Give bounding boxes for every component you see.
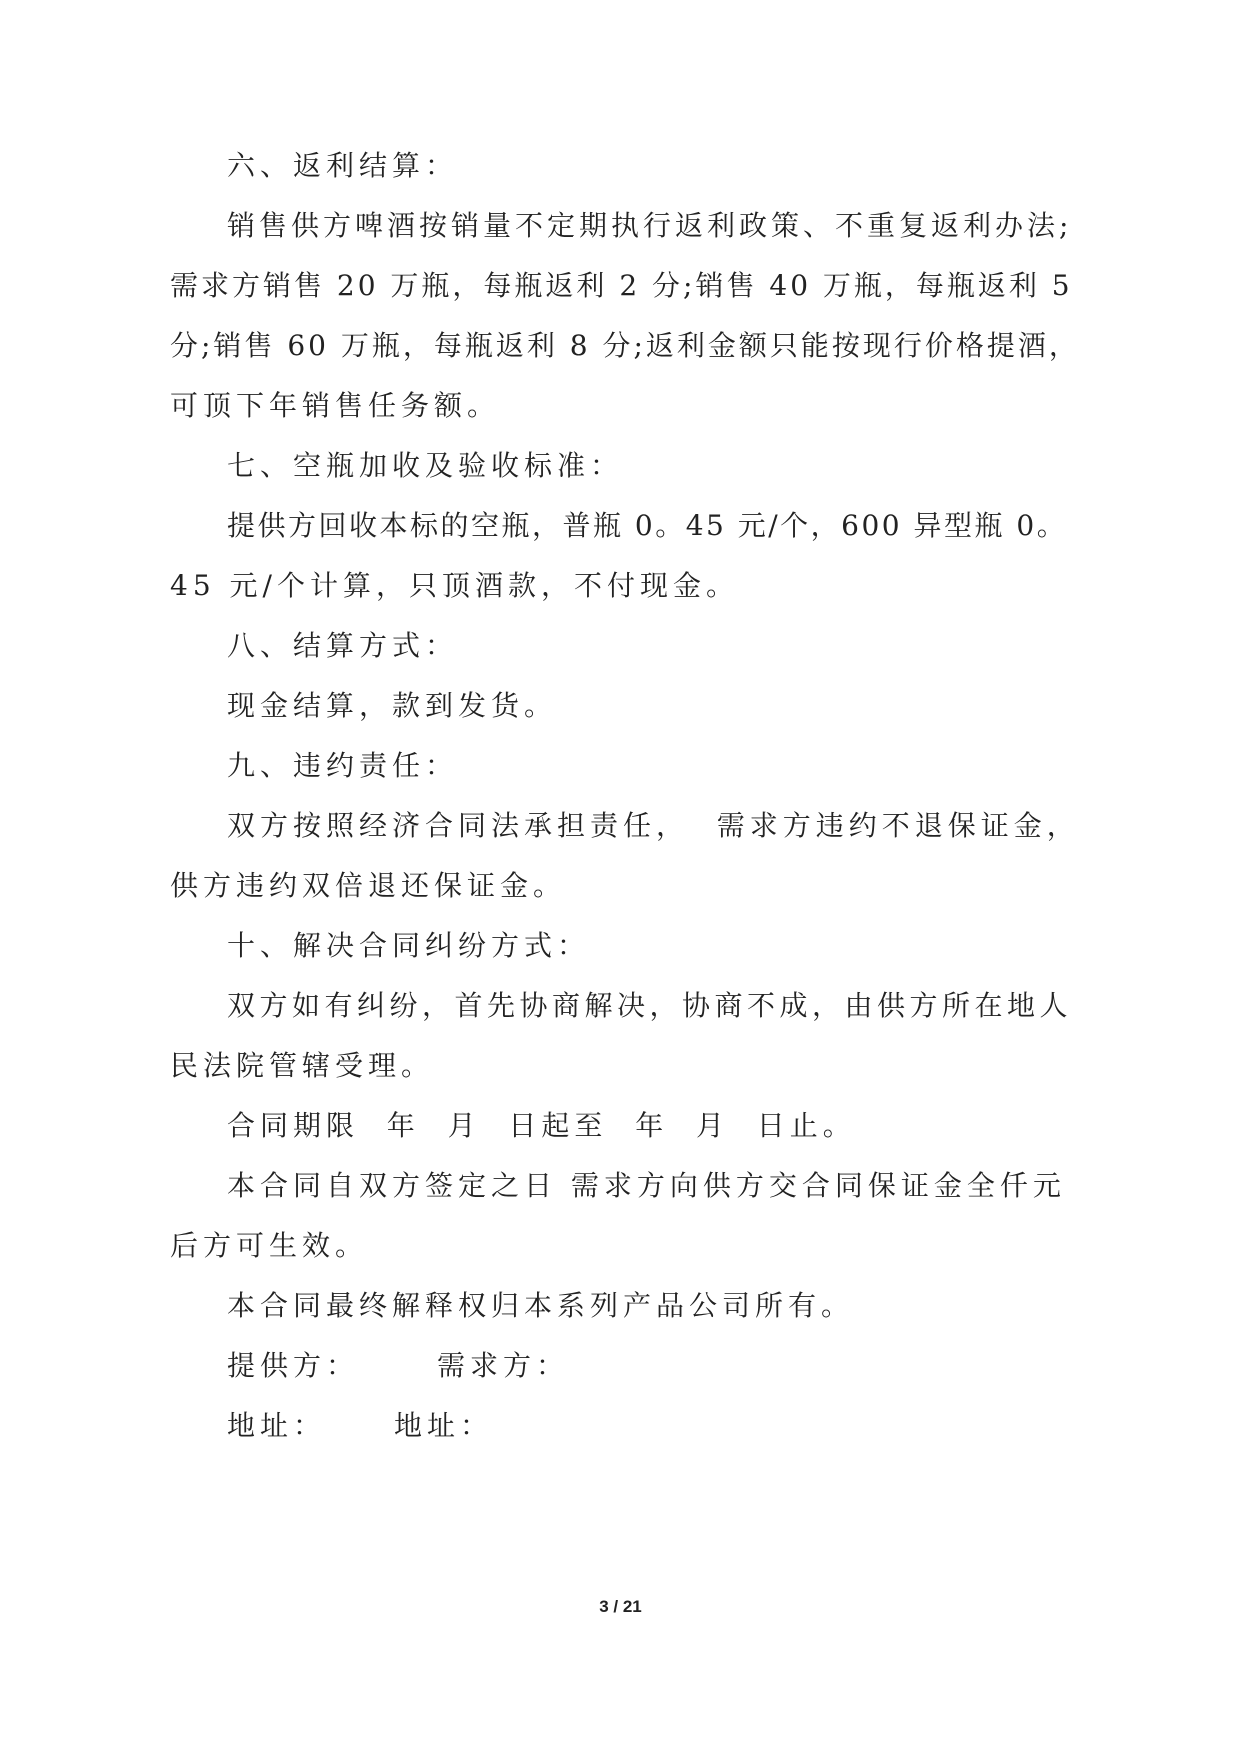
- section-heading-rebate: 六、返利结算：: [227, 149, 459, 182]
- paragraph-line: 提供方回收本标的空瓶，普瓶 0。45 元/个，600 异型瓶 0。: [227, 509, 1068, 542]
- paragraph-line: 分;销售 60 万瓶，每瓶返利 8 分;返利金额只能按现行价格提酒，: [170, 329, 1080, 362]
- buyer-label: 需求方：: [437, 1349, 570, 1382]
- paragraph-line: 本合同最终解释权归本系列产品公司所有。: [227, 1289, 855, 1322]
- paragraph-line: 民法院管辖受理。: [170, 1049, 435, 1082]
- page-number: 3 / 21: [599, 1597, 642, 1616]
- paragraph-line: 现金结算，款到发货。: [227, 689, 558, 722]
- paragraph-line: 销售供方啤酒按销量不定期执行返利政策、不重复返利办法;: [227, 209, 1073, 242]
- supplier-label: 提供方：: [227, 1349, 360, 1382]
- section-heading-breach: 九、违约责任：: [227, 749, 459, 782]
- paragraph-line: 45 元/个计算，只顶酒款，不付现金。: [170, 569, 739, 602]
- paragraph-line: 双方如有纠纷，首先协商解决，协商不成，由供方所在地人: [227, 989, 1073, 1022]
- section-heading-disputes: 十、解决合同纠纷方式：: [227, 929, 591, 962]
- contract-term-line: 合同期限 年 月 日起至 年 月 日止。: [227, 1109, 856, 1142]
- buyer-address-label: 地址：: [394, 1409, 494, 1442]
- supplier-address-label: 地址：: [227, 1409, 327, 1442]
- section-heading-empty-bottles: 七、空瓶加收及验收标准：: [227, 449, 624, 482]
- paragraph-line: 后方可生效。: [170, 1229, 369, 1262]
- paragraph-line: 供方违约双倍退还保证金。: [170, 869, 567, 902]
- paragraph-line: 双方按照经济合同法承担责任， 需求方违约不退保证金，: [227, 809, 1080, 842]
- section-heading-settlement: 八、结算方式：: [227, 629, 459, 662]
- paragraph-line: 本合同自双方签定之日 需求方向供方交合同保证金全仟元: [227, 1169, 1066, 1202]
- paragraph-line: 需求方销售 20 万瓶，每瓶返利 2 分;销售 40 万瓶，每瓶返利 5: [170, 269, 1073, 302]
- paragraph-line: 可顶下年销售任务额。: [170, 389, 501, 422]
